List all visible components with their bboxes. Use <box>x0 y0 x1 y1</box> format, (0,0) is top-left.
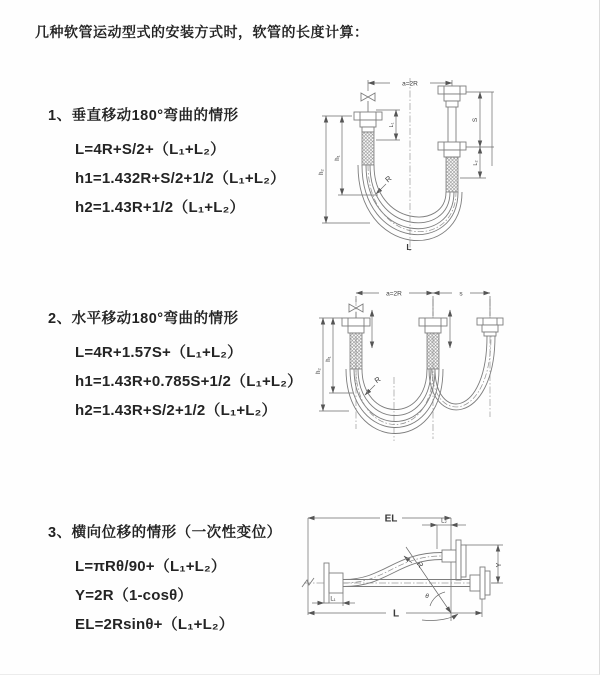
formula-line: h2=1.43R+1/2（L₁+L₂） <box>75 199 245 216</box>
formula-line: h1=1.43R+0.785S+1/2（L₁+L₂） <box>75 373 303 390</box>
hose-fittings <box>342 318 503 369</box>
diagram-horizontal-180-bend <box>303 281 568 449</box>
dim-label-l2: L₂ <box>473 160 479 166</box>
diagram-lateral-displacement <box>296 503 590 657</box>
formula-line: Y=2R（1-cosθ） <box>75 587 193 604</box>
diagram-vertical-180-bend <box>308 70 563 262</box>
dim-label-theta: θ <box>425 593 429 600</box>
dim-label-s: s <box>459 290 463 298</box>
formula-line: L=4R+S/2+（L₁+L₂） <box>75 141 226 158</box>
dim-label-l: L <box>406 242 412 252</box>
dim-label-h1: h₁ <box>335 155 341 161</box>
valve-symbol <box>349 304 363 318</box>
dim-label-h2: h₂ <box>319 169 325 175</box>
dim-label-a2r: a=2R <box>386 290 402 298</box>
formula-line: h2=1.43R+S/2+1/2（L₁+L₂） <box>75 402 277 419</box>
section-1 <box>48 104 285 222</box>
hose-curves <box>346 336 495 434</box>
formula-line: L=πRθ/90+（L₁+L₂） <box>75 558 227 575</box>
formula-line: h1=1.432R+S/2+1/2（L₁+L₂） <box>75 170 286 187</box>
dimension-lines <box>319 80 494 223</box>
dim-label-r: R <box>383 173 394 185</box>
dim-label-y: Y <box>496 562 503 568</box>
section-1-formulas <box>75 135 285 222</box>
dim-label-r: R <box>372 374 383 386</box>
dim-label-l1: L₁ <box>389 122 395 128</box>
section-2 <box>48 307 302 425</box>
dim-label-l2: L₂ <box>441 518 447 525</box>
page-title: 几种软管运动型式的安装方式时，软管的长度计算： <box>35 24 369 40</box>
section-3 <box>48 521 282 639</box>
section-2-formulas <box>75 338 302 425</box>
dim-label-el: EL <box>384 513 398 525</box>
dim-label-a2r: a=2R <box>402 80 418 88</box>
dim-label-s: S <box>472 117 479 123</box>
valve-symbol <box>361 93 375 112</box>
hose-fittings <box>324 540 490 603</box>
dim-label-r: R <box>414 559 426 570</box>
section-3-formulas <box>75 552 282 639</box>
section-1-heading: 1、垂直移动180°弯曲的情形 <box>48 108 239 124</box>
dim-label-l: L <box>392 608 400 620</box>
dimension-lines <box>316 291 490 412</box>
section-2-heading: 2、水平移动180°弯曲的情形 <box>48 311 239 327</box>
formula-line: L=4R+1.57S+（L₁+L₂） <box>75 344 243 361</box>
section-3-heading: 3、横向位移的情形（一次性变位） <box>48 525 282 541</box>
formula-line: EL=2Rsinθ+（L₁+L₂） <box>75 616 234 633</box>
dim-label-h2: h₂ <box>316 368 322 374</box>
dim-label-l1: L₁ <box>330 596 336 603</box>
dim-label-h1: h₁ <box>326 356 332 362</box>
